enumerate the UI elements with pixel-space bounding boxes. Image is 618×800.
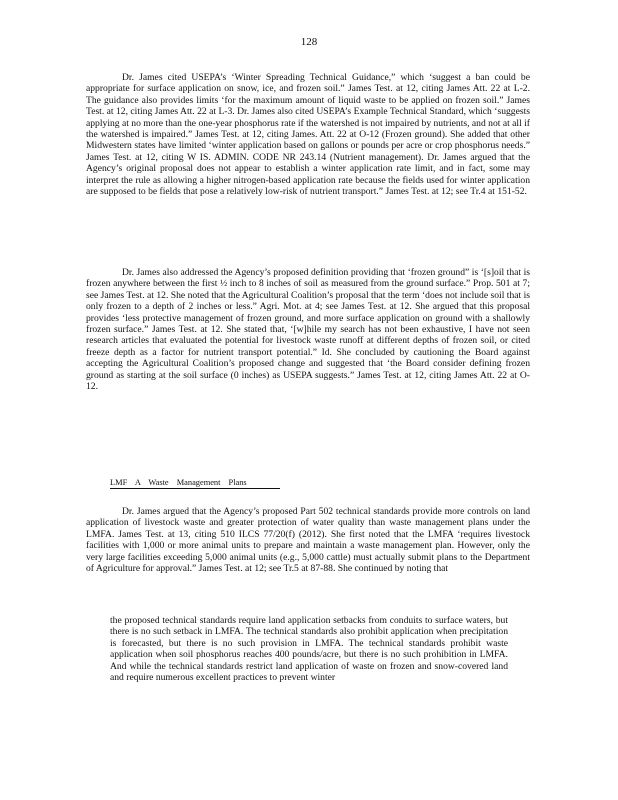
- paragraph-technical-standards: Dr. James argued that the Agency’s proposed Part 502 technical standards provide more controls on land application of livestock waste and greater protection of water quality than waste management plans under the LMFA. James Test. at 13, citing 510 ILCS 77/20(f) (2012). She first noted that the LMFA ‘requires livestock facilities with 1,000 or more animal units to prepare and maintain a waste management plan. However, only the very large facilities exceeding 5,000 animal units (e.g., 5,000 cattle) must actually submit plans to the Department of Agriculture for approval.” James Test. at 12; see Tr.5 at 87-88. She continued by noting that: [86, 506, 530, 575]
- paragraph-frozen-ground-definition: Dr. James also addressed the Agency’s proposed definition providing that ‘frozen ground” is ‘[s]oil that is frozen anywhere between the first ½ inch to 8 inches of soil as measured from the ground surface.” Prop. 501 at 7; see James Test. at 12. She noted that the Agricultural Coalition’s proposal that the term ‘does not include soil that is only frozen to a depth of 2 inches or less.” Agri. Mot. at 4; see James Test. at 12. She argued that this proposal provides ‘less protective management of frozen ground, and more surface application on ground with a shallowly frozen surface.” James Test. at 12. She stated that, ‘[w]hile my search has not been exhaustive, I have not seen research articles that evaluated the potential for livestock waste runoff at different depths of frozen soil, or cited freeze depth as a factor for nutrient transport potential.” Id. She concluded by cautioning the Board against accepting the Agricultural Coalition’s proposed change and suggested that ‘the Board consider defining frozen ground as starting at the soil surface (0 inches) as USEPA suggests.” James Test. at 12, citing James Att. 22 at O-12.: [86, 267, 530, 393]
- block-quote: the proposed technical standards require land application setbacks from conduits to surface waters, but there is no such setback in LMFA. The technical standards also prohibit application when precipitation is forecasted, but there is no such provision in LMFA. The technical standards prohibit waste application when soil phosphorus reaches 400 pounds/acre, but there is no such prohibition in LMFA. And while the technical standards restrict land application of waste on frozen and snow-covered land and require numerous excellent practices to prevent winter: [110, 615, 508, 684]
- section-heading: LMF A Waste Management Plans: [110, 478, 280, 489]
- page-number: 128: [300, 36, 318, 48]
- paragraph-winter-spreading: Dr. James cited USEPA’s ‘Winter Spreading Technical Guidance,” which ‘suggest a ban could be appropriate for surface application on snow, ice, and frozen soil.” James Test. at 12, citing James Att. 22 at L-2. The guidance also provides limits ‘for the maximum amount of liquid waste to be applied on frozen soil.” James Test. at 12, citing James Att. 22 at L-3. Dr. James also cited USEPA’s Example Technical Standard, which ‘suggests applying at no more than the one-year phosphorus rate if the watershed is not impaired by nutrients, and not at all if the watershed is impaired.” James Test. at 12, citing James. Att. 22 at O-12 (Frozen ground). She added that other Midwestern states have limited ‘winter application based on gallons or pounds per acre or crop phosphorus needs.” James Test. at 12, citing W IS. ADMIN. CODE NR 243.14 (Nutrient management). Dr. James argued that the Agency’s original proposal does not appear to establish a winter application rate limit, and in fact, some may interpret the rule as allowing a higher nitrogen-based application rate because the fields used for winter application are supposed to be fields that pose a relatively low-risk of nutrient transport.” James Test. at 12; see Tr.4 at 151-52.: [86, 72, 530, 198]
